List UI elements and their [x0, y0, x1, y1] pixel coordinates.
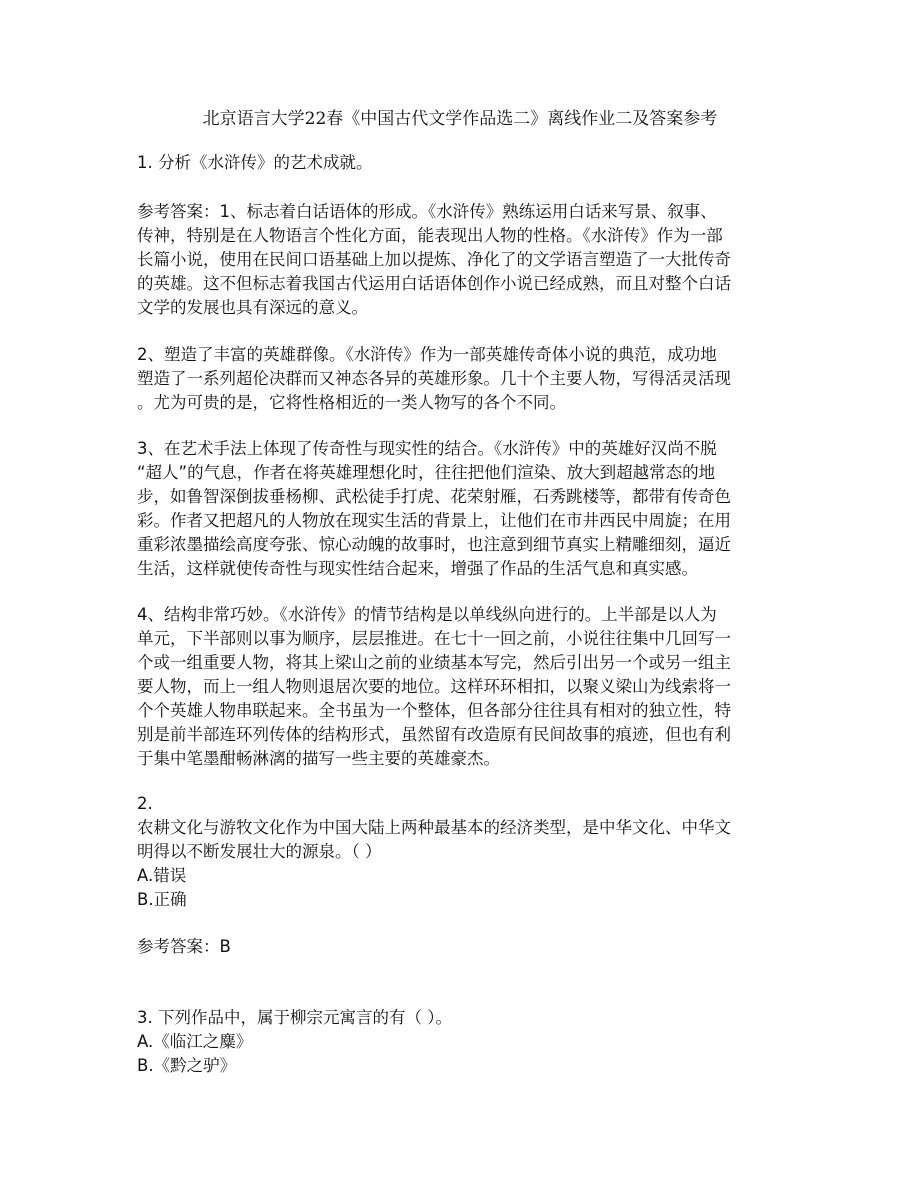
- q1-answer-line: 塑造了一系列超伦决群而又神态各异的英雄形象。几十个主要人物，写得活灵活现: [137, 369, 731, 388]
- q1-answer-line: 长篇小说，使用在民间口语基础上加以提炼、净化了的文学语言塑造了一大批传奇: [137, 250, 731, 269]
- q1-answer-line: 别是前半部连环列传体的结构形式，虽然留有改造原有民间故事的痕迹，但也有利: [137, 725, 731, 744]
- question-3-text: 3. 下列作品中，属于柳宗元寓言的有（ ）。: [137, 1008, 452, 1027]
- q3-option-b: B.《黔之驴》: [137, 1056, 237, 1075]
- question-1-text: 1. 分析《水浒传》的艺术成就。: [137, 153, 373, 172]
- q1-answer-line: 。尤为可贵的是，它将性格相近的一类人物写的各个不同。: [137, 393, 566, 412]
- q1-answer-line: 3、在艺术手法上体现了传奇性与现实性的结合。《水浒传》中的英雄好汉尚不脱: [137, 439, 717, 458]
- q1-answer-line: 4、结构非常巧妙。《水浒传》的情节结构是以单线纵向进行的。上半部是以人为: [137, 605, 717, 624]
- q2-answer: 参考答案：B: [137, 937, 231, 956]
- q3-option-a: A.《临江之麋》: [137, 1032, 253, 1051]
- question-2-text: 农耕文化与游牧文化作为中国大陆上两种最基本的经济类型，是中华文化、中华文: [137, 818, 731, 837]
- q2-option-a: A.错误: [137, 866, 187, 885]
- q1-answer-line: 重彩浓墨描绘高度夸张、惊心动魄的故事时，也注意到细节真实上精雕细刻，逼近: [137, 535, 731, 554]
- q1-answer-line: 的英雄。这不但标志着我国古代运用白话语体创作小说已经成熟，而且对整个白话: [137, 274, 731, 293]
- document-title: 北京语言大学22春《中国古代文学作品选二》离线作业二及答案参考: [202, 109, 718, 129]
- q1-answer-line: 彩。作者又把超凡的人物放在现实生活的背景上，让他们在市井西民中周旋；在用: [137, 511, 731, 530]
- q1-answer-line: 参考答案：1、标志着白话语体的形成。《水浒传》熟练运用白话来写景、叙事、: [137, 202, 717, 221]
- q2-option-b: B.正确: [137, 890, 187, 909]
- q1-answer-line: 要人物，而上一组人物则退居次要的地位。这样环环相扣，以聚义梁山为线索将一: [137, 677, 731, 696]
- q1-answer-line: 单元，下半部则以事为顺序，层层推进。在七十一回之前，小说往往集中几回写一: [137, 629, 731, 648]
- q1-answer-line: 文学的发展也具有深远的意义。: [137, 298, 368, 317]
- question-2-number: 2.: [137, 794, 153, 813]
- q1-answer-line: “超人”的气息，作者在将英雄理想化时，往往把他们渲染、放大到超越常态的地: [137, 463, 716, 482]
- q1-answer-line: 个个英雄人物串联起来。全书虽为一个整体，但各部分往往具有相对的独立性，特: [137, 701, 731, 720]
- q1-answer-line: 个或一组重要人物，将其上梁山之前的业绩基本写完，然后引出另一个或另一组主: [137, 653, 731, 672]
- q1-answer-line: 传神，特别是在人物语言个性化方面，能表现出人物的性格。《水浒传》作为一部: [137, 226, 723, 245]
- q1-answer-line: 2、塑造了丰富的英雄群像。《水浒传》作为一部英雄传奇体小说的典范，成功地: [137, 345, 717, 364]
- question-2-text: 明得以不断发展壮大的源泉。（ ）: [137, 842, 382, 861]
- q1-answer-line: 于集中笔墨酣畅淋漓的描写一些主要的英雄豪杰。: [137, 749, 500, 768]
- q1-answer-line: 生活，这样就使传奇性与现实性结合起来，增强了作品的生活气息和真实感。: [137, 559, 698, 578]
- q1-answer-line: 步，如鲁智深倒拔垂杨柳、武松徒手打虎、花荣射雁，石秀跳楼等，都带有传奇色: [137, 487, 731, 506]
